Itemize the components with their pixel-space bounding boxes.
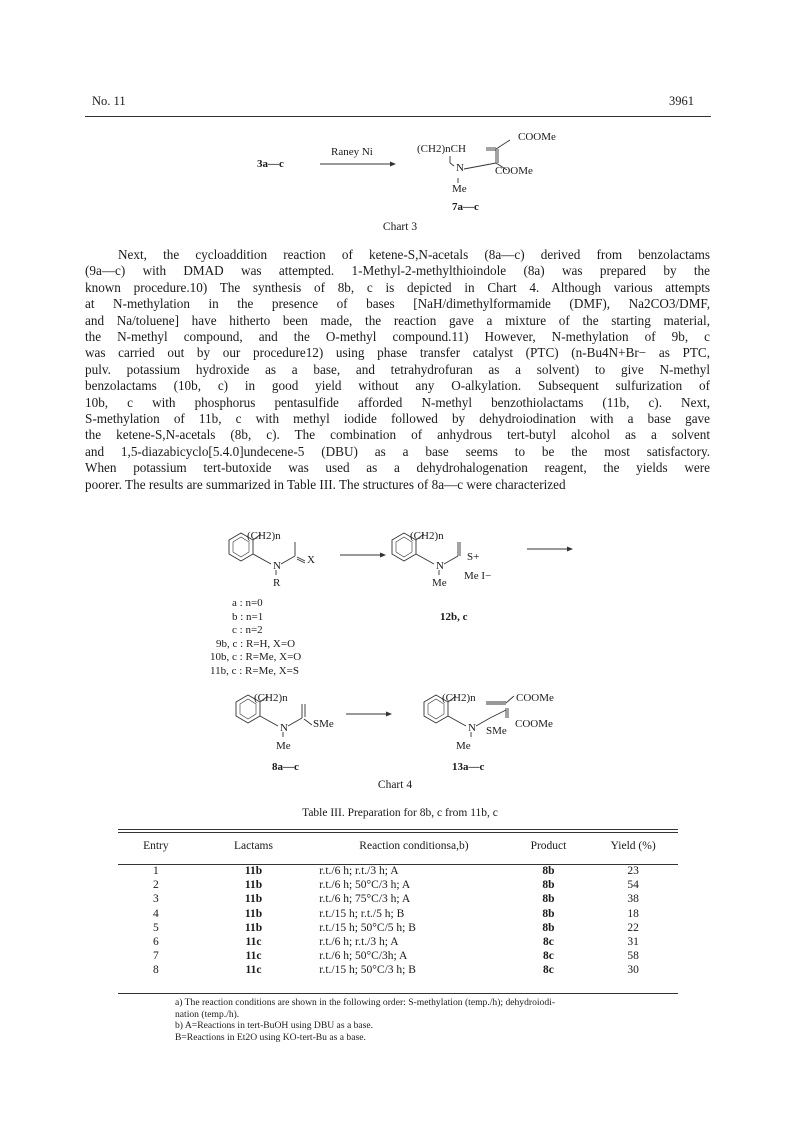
col-product: Product [530,840,567,852]
cell-entry: 6 [152,936,159,949]
sme-group: SMe [313,718,334,730]
n-methyl: Me [432,577,447,589]
col-lactams: Lactams [234,840,273,852]
cell-entry: 3 [152,893,159,906]
cell-yield: 31 [627,936,639,949]
paragraph-line: and 1,5-diazabicyclo[5.4.0]undecene-5 (DBU) as a base seems to be the most satisfactory. [85,443,710,459]
salt-n-atom: N [436,560,444,572]
cell-lactam: 11b [244,893,263,906]
table-row [118,921,678,935]
cell-product: 8c [543,964,554,977]
paragraph-line: S-methylation of 11b, c with methyl iodide followed by dehydroiodination with a base gave [85,411,710,427]
legend-item: 11b, c : R=Me, X=S [210,664,299,677]
legend-item: c : n=2 [232,624,263,637]
n-atom: N [456,162,464,174]
cell-product: 8b [542,865,555,877]
chain-substituent: (CH2)nCH [417,143,466,155]
table-row [118,907,678,921]
table-row [118,963,678,977]
cell-lactam: 11b [244,921,263,934]
arrow-2 [527,545,573,553]
adduct-n-atom: N [468,722,476,734]
footnote-line: B=Reactions in Et2O using KO-tert-Bu as a base. [175,1031,366,1043]
ester-bottom: COOMe [515,718,553,730]
chart-3-caption: Chart 3 [382,221,418,233]
cell-product: 8c [543,950,554,963]
legend-item: 9b, c : R=H, X=O [216,637,296,650]
legend-item: 10b, c : R=Me, X=O [210,651,302,664]
cell-conditions: r.t./15 h; 50°C/5 h; B [319,921,416,934]
cell-conditions: r.t./6 h; 50°C/3h; A [319,950,408,963]
sme-group: SMe [486,725,507,737]
cell-conditions: r.t./6 h; r.t./3 h; A [319,865,399,877]
table-row [118,858,678,878]
paragraph-line: and Na/toluene] have hitherto been made, the reaction gave a mixture of the starting material, [85,312,710,328]
table-body [118,858,678,978]
product-label: 7a—c [452,201,479,213]
x-group: X [307,554,315,566]
substituent-legend [210,597,302,679]
ring-chain-label: (CH2)n [247,530,281,542]
table-row [118,949,678,963]
table-rule-header [118,864,678,865]
paragraph-line: (9a—c) with DMAD was attempted. 1-Methyl-2-methylthioindole (8a) was prepared by the [85,263,710,279]
cell-lactam: 11b [244,907,263,920]
results-table [118,834,678,978]
chart-4-caption: Chart 4 [377,779,413,791]
col-conditions: Reaction conditionsa,b) [359,840,469,852]
cell-product: 8b [542,893,555,906]
reactant-label: 3a—c [257,158,284,170]
cell-conditions: r.t./6 h; 75°C/3 h; A [319,893,411,906]
pyrrole-ring-bonds [440,130,540,190]
cell-entry: 7 [152,950,159,963]
paragraph-line: known procedure.10) The synthesis of 8b, c is depicted in Chart 4. Although various attempts [85,279,710,295]
paragraph-line: the ketene-S,N-acetals (8b, c). The combination of anhydrous tert-butyl alcohol as a solvent [85,427,710,443]
cell-yield: 23 [627,865,639,877]
arrow-3 [346,710,392,718]
table-header-row [118,834,678,858]
col-entry: Entry [143,840,169,852]
cell-conditions: r.t./15 h; 50°C/3 h; B [319,964,416,977]
cell-lactam: 11b [244,879,263,892]
header-rule [85,116,711,117]
paragraph-line: When potassium tert-butoxide was used as a dehydrohalogenation reagent, the yields were [85,460,710,476]
table-row [118,878,678,892]
cell-conditions: r.t./15 h; r.t./5 h; B [319,907,405,920]
lactam-n-atom: N [273,560,281,572]
reagent-label: Raney Ni [331,146,373,158]
acetal-n-atom: N [280,722,288,734]
cell-lactam: 11c [245,964,262,977]
ring-chain-label: (CH2)n [254,692,288,704]
cell-lactam: 11b [244,865,263,877]
paragraph-line: 10b, c with phosphorus pentasulfide afforded N-methyl benzothiolactams (11b, c). Next, [85,394,710,410]
table-row [118,935,678,949]
salt-label: 12b, c [440,611,468,623]
footnote-line: a) The reaction conditions are shown in the following order: S-methylation (temp./h); dehydroiodi- [175,997,556,1008]
reaction-arrow [318,160,398,168]
table-rule-bottom [118,993,678,994]
ring-chain-label: (CH2)n [442,692,476,704]
legend-item: a : n=0 [232,597,263,609]
n-methyl: Me [452,183,467,195]
cell-lactam: 11c [245,936,262,949]
paragraph-line: was carried out by our procedure12) using phase transfer catalyst (PTC) (n-Bu4N+Br− as PTC, [85,345,710,361]
cell-product: 8b [542,907,555,920]
cell-entry: 1 [152,865,159,877]
cell-yield: 18 [627,907,639,920]
cell-product: 8b [542,921,555,934]
cell-yield: 22 [627,921,639,934]
legend-item: b : n=1 [232,610,264,623]
table-rule-top [118,829,678,830]
page-number: 3961 [669,94,694,108]
paragraph-line: poorer. The results are summarized in Table III. The structures of 8a—c were characterized [85,476,566,492]
n-methyl: Me [276,740,291,752]
paragraph-line: benzolactams (10b, c) in good yield without any O-alkylation. Subsequent sulfurization of [85,378,710,394]
body-paragraph [85,247,710,493]
ring-chain-label: (CH2)n [410,530,444,542]
r-group: R [273,577,281,589]
cell-entry: 8 [152,964,159,977]
paragraph-line: at N-methylation in the presence of bases [NaH/dimethylformamide (DMF), Na2CO3/DMF, [85,296,710,312]
cell-conditions: r.t./6 h; r.t./3 h; A [319,936,399,949]
ester-top: COOMe [518,131,556,143]
cell-entry: 5 [152,921,159,934]
compound-8-label: 8a—c [272,761,299,773]
cell-yield: 58 [627,950,639,963]
paragraph-line: pulv. potassium hydroxide as a base, and tetrahydrofuran as a solvent) to give N-methyl [85,361,710,377]
table-row [118,892,678,906]
table-footnotes [175,997,645,1043]
footnote-line: b) A=Reactions in tert-BuOH using DBU as a base. [175,1020,374,1031]
ester-bottom: COOMe [495,165,533,177]
footnote-line: nation (temp./h). [175,1008,240,1020]
cell-product: 8b [542,879,555,892]
compound-13-label: 13a—c [452,761,485,773]
n-methyl: Me [456,740,471,752]
cell-yield: 38 [627,893,639,906]
col-yield: Yield (%) [610,840,656,852]
cell-lactam: 11c [245,950,262,963]
ester-top: COOMe [516,692,554,704]
table-rule-top-2 [118,832,678,833]
cell-product: 8c [543,936,554,949]
paragraph-line: the N-methyl compound, and the O-methyl compound.11) However, N-methylation of 9b, c [85,329,710,345]
cell-entry: 2 [152,879,159,892]
paragraph-line: Next, the cycloaddition reaction of ketene-S,N-acetals (8a—c) derived from benzolactams [118,247,710,262]
cell-conditions: r.t./6 h; 50°C/3 h; A [319,879,411,892]
cell-entry: 4 [152,907,159,920]
s-plus-atom: S+ [467,551,480,563]
table-title: Table III. Preparation for 8b, c from 11b, c [302,807,498,819]
journal-issue: No. 11 [92,94,126,108]
methyl-iodide: Me I− [464,570,492,582]
cell-yield: 30 [627,964,639,977]
cell-yield: 54 [627,879,639,892]
